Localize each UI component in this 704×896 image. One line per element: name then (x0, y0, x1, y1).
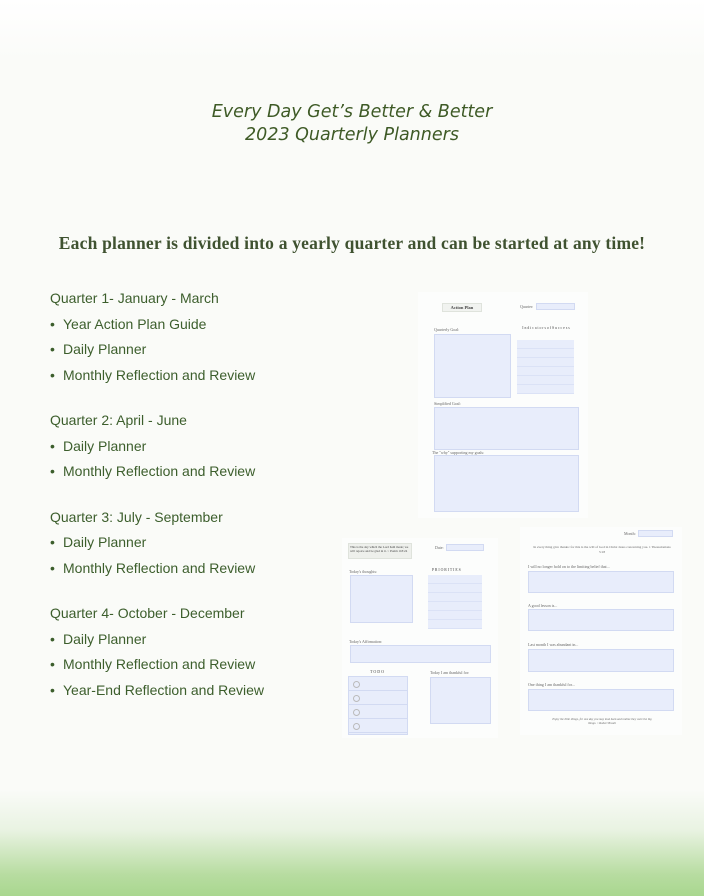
list-item (50, 627, 264, 653)
reflection-q1: I will no longer hold on to the limiting belief that... (528, 564, 610, 569)
bullet-icon: • (50, 463, 55, 479)
list-item (50, 363, 264, 389)
quarter-4 (50, 601, 264, 703)
reflection-verse-ref: 1 Thessalonians 5:18 (598, 545, 671, 554)
daily-verse (348, 543, 412, 559)
list-item-label: Daily Planner (63, 534, 147, 550)
reflection-q2: A good lesson is... (528, 603, 558, 608)
reflection-box-4 (528, 689, 674, 711)
daily-planner-thumbnail (342, 538, 498, 738)
action-plan-thumbnail (418, 292, 588, 518)
bullet-icon: • (50, 534, 55, 550)
list-item (50, 652, 264, 678)
bullet-icon: • (50, 341, 55, 357)
list-item (50, 459, 264, 485)
priorities-grid (428, 575, 482, 629)
reflection-verse-text: In every thing give thanks: for this is the will of God in Christ Jesus concerning you. (533, 545, 649, 549)
thoughts-label: Today's thoughts: (349, 569, 378, 574)
month-field (638, 530, 673, 537)
priorities-label: P R I O R I T I E S (432, 568, 461, 572)
thoughts-box (350, 575, 413, 623)
daily-verse-text: This is the day which the Lord hath made; we will rejoice and be glad in it. (350, 545, 409, 553)
checkbox-icon (353, 709, 360, 716)
bullet-icon: • (50, 366, 55, 383)
simplified-goal-label: Simplified Goal: (434, 401, 461, 406)
date-label: Date: (435, 545, 444, 550)
todo-label: T O D O (370, 669, 385, 674)
bullet-icon: • (50, 437, 55, 454)
date-field (446, 544, 484, 551)
checkbox-icon (353, 723, 360, 730)
month-label: Month: (624, 531, 636, 536)
indicators-label: I n d i c a t o r s o f S u c c e s s (522, 326, 570, 330)
quarter-heading: Quarter 4- October - December (50, 605, 245, 621)
checkbox-icon (353, 695, 360, 702)
list-item-label: Daily Planner (63, 437, 147, 454)
list-item-label: Monthly Reflection and Review (63, 366, 256, 383)
checkbox-icon (353, 681, 360, 688)
list-item-label: Year Action Plan Guide (63, 315, 207, 332)
affirmation-box (350, 645, 491, 663)
list-item (50, 337, 264, 363)
todo-row (349, 691, 407, 705)
simplified-goal-box (434, 407, 579, 450)
quarter-1 (50, 286, 264, 388)
quarter-heading: Quarter 3: July - September (50, 508, 223, 525)
reflection-box-1 (528, 571, 674, 593)
thankful-label: Today I am thankful for: (430, 670, 470, 675)
list-item-label: Year-End Reflection and Review (63, 681, 265, 698)
reflection-box-3 (528, 649, 674, 672)
list-item (50, 530, 264, 556)
quarterly-goal-box (434, 334, 511, 398)
why-label: The "why" supporting my goals: (432, 450, 485, 455)
list-item-label: Monthly Reflection and Review (63, 656, 256, 672)
daily-verse-ref: ~ Psalm 118:24 (387, 549, 408, 553)
list-item-label: Monthly Reflection and Review (63, 463, 256, 479)
page-title (0, 101, 704, 147)
todo-row (349, 705, 407, 719)
list-item (50, 556, 264, 582)
title-line-2: 2023 Quarterly Planners (245, 125, 459, 145)
quarter-3 (50, 505, 264, 582)
reflection-footer: Enjoy the little things, for one day you may look back and realize they were the big things. ~ Robert Brault (552, 717, 652, 725)
bullet-icon: • (50, 315, 55, 332)
title-line-1: Every Day Get’s Better & Better (211, 102, 493, 122)
affirmation-label: Today's Affirmation: (349, 639, 383, 644)
quarter-label: Quarter: (520, 304, 534, 309)
todo-list (348, 676, 408, 735)
reflection-box-2 (528, 609, 674, 631)
quarter-heading: Quarter 1- January - March (50, 290, 219, 306)
thankful-box (430, 677, 491, 724)
list-item (50, 434, 264, 460)
todo-row (349, 677, 407, 691)
indicators-grid (517, 340, 574, 394)
page-subtitle: Each planner is divided into a yearly quarter and can be started at any time! (58, 233, 646, 253)
quarter-field (536, 303, 575, 310)
reflection-verse (532, 545, 672, 554)
todo-row (349, 719, 407, 733)
bullet-icon: • (50, 630, 55, 647)
bullet-icon: • (50, 656, 55, 672)
monthly-reflection-thumbnail (520, 527, 682, 735)
quarter-heading: Quarter 2: April - June (50, 412, 187, 428)
list-item-label: Daily Planner (63, 341, 147, 357)
list-item (50, 678, 264, 704)
list-item (50, 312, 264, 338)
quarter-list (50, 286, 264, 723)
list-item-label: Monthly Reflection and Review (63, 559, 256, 576)
why-box (434, 455, 579, 512)
bullet-icon: • (50, 559, 55, 576)
reflection-q4: One thing I am thankful for... (528, 682, 575, 687)
action-plan-title: Action Plan (442, 303, 482, 312)
quarter-2 (50, 408, 264, 485)
reflection-q3: Last month I was abundant in... (528, 642, 579, 647)
quarterly-goal-label: Quarterly Goal: (434, 327, 460, 332)
list-item-label: Daily Planner (63, 630, 147, 647)
bullet-icon: • (50, 681, 55, 698)
